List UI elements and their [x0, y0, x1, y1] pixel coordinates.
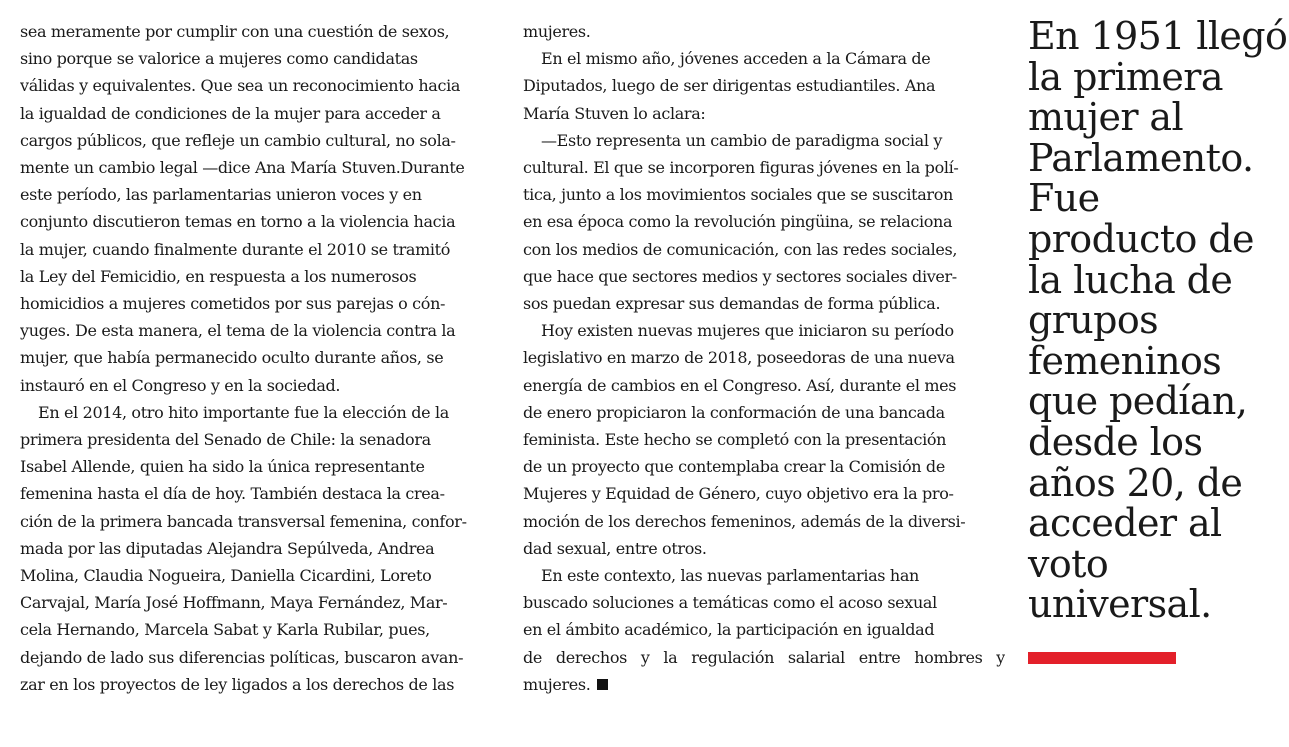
text-line: primera presidenta del Senado de Chile: la senadora	[20, 430, 431, 450]
pull-quote-line: que pedían,	[1028, 379, 1248, 424]
text-line: dejando de lado sus diferencias políticas, buscaron avan-	[20, 647, 464, 667]
pull-quote-line: Fue	[1028, 176, 1100, 221]
text-line: de un proyecto que contemplaba crear la Comisión de	[523, 457, 945, 477]
pull-quote-line: acceder al	[1028, 501, 1222, 546]
text-line: mujeres.	[523, 22, 591, 41]
accent-bar	[1028, 652, 1176, 664]
text-line: Isabel Allende, quien ha sido la única representante	[20, 457, 425, 477]
text-line: de enero propiciaron la conformación de una bancada	[523, 402, 945, 422]
text-line: instauró en el Congreso y en la sociedad.	[20, 375, 341, 395]
paragraph-start-line: En este contexto, las nuevas parlamentarias han	[541, 566, 919, 586]
paragraph-start-line: Hoy existen nuevas mujeres que iniciaron su período	[541, 321, 954, 341]
text-line: dad sexual, entre otros.	[523, 538, 707, 558]
text-line: yuges. De esta manera, el tema de la violencia contra la	[20, 321, 456, 341]
article-column-1	[20, 18, 498, 698]
pull-quote	[1028, 14, 1288, 627]
text-line: buscado soluciones a temáticas como el acoso sexual	[523, 593, 937, 613]
text-line: en el ámbito académico, la participación en igualdad	[523, 620, 935, 640]
text-line: cela Hernando, Marcela Sabat y Karla Rubilar, pues,	[20, 620, 430, 640]
text-line: legislativo en marzo de 2018, poseedoras de una nueva	[523, 348, 955, 368]
text-line: ción de la primera bancada transversal femenina, confor-	[20, 511, 467, 531]
final-line-text: mujeres.	[523, 674, 591, 694]
pull-quote-line: En 1951 llegó	[1028, 14, 1288, 58]
text-line: la igualdad de condiciones de la mujer para acceder a	[20, 103, 441, 123]
text-line: en esa época como la revolución pingüina, se relaciona	[523, 212, 953, 232]
end-of-article-mark	[597, 679, 608, 690]
text-line: femenina hasta el día de hoy. También destaca la crea-	[20, 484, 445, 504]
text-line: con los medios de comunicación, con las redes sociales,	[523, 239, 958, 259]
text-line: la Ley del Femicidio, en respuesta a los numerosos	[20, 266, 417, 286]
paragraph-start-line: —Esto representa un cambio de paradigma social y	[541, 130, 943, 150]
text-line: mada por las diputadas Alejandra Sepúlveda, Andrea	[20, 538, 435, 558]
pull-quote-line: desde los	[1028, 419, 1203, 464]
text-line: conjunto discutieron temas en torno a la violencia hacia	[20, 212, 456, 232]
text-line: energía de cambios en el Congreso. Así, durante el mes	[523, 375, 957, 395]
text-line: la mujer, cuando finalmente durante el 2010 se tramitó	[20, 239, 451, 259]
text-line: María Stuven lo aclara:	[523, 103, 706, 123]
text-line: este período, las parlamentarias unieron voces y en	[20, 185, 422, 205]
paragraph-start-line: En el mismo año, jóvenes acceden a la Cámara de	[541, 49, 931, 69]
pull-quote-line: mujer al	[1028, 95, 1184, 140]
text-line: sea meramente por cumplir con una cuestión de sexos,	[20, 22, 450, 41]
article-column-2	[523, 18, 1005, 698]
pull-quote-line: la lucha de	[1028, 257, 1233, 302]
text-line: cargos públicos, que refleje un cambio cultural, no sola-	[20, 130, 456, 150]
pull-quote-line: la primera	[1028, 54, 1223, 99]
text-line: feminista. Este hecho se completó con la presentación	[523, 430, 947, 450]
pull-quote-line: Parlamento.	[1028, 135, 1254, 180]
text-line: de derechos y la regulación salarial entre hombres y	[523, 647, 1005, 667]
paragraph-start-line: En el 2014, otro hito importante fue la elección de la	[38, 402, 449, 422]
pull-quote-line: femeninos	[1028, 338, 1222, 383]
pull-quote-line: grupos	[1028, 298, 1159, 343]
final-line	[523, 671, 1005, 698]
text-line: que hace que sectores medios y sectores sociales diver-	[523, 266, 957, 286]
text-line: Carvajal, María José Hoffmann, Maya Fernández, Mar-	[20, 593, 448, 613]
text-line: moción de los derechos femeninos, además de la diversi-	[523, 511, 966, 531]
text-line: sino porque se valorice a mujeres como candidatas	[20, 49, 418, 69]
pull-quote-line: años 20, de	[1028, 460, 1243, 505]
text-line: cultural. El que se incorporen figuras jóvenes en la polí-	[523, 158, 959, 178]
text-line: válidas y equivalentes. Que sea un reconocimiento hacia	[20, 76, 461, 96]
pull-quote-line: producto de	[1028, 216, 1254, 261]
text-line: mente un cambio legal —dice Ana María Stuven.Durante	[20, 158, 465, 178]
text-line: Diputados, luego de ser dirigentas estudiantiles. Ana	[523, 76, 936, 96]
text-line: zar en los proyectos de ley ligados a los derechos de las	[20, 674, 455, 694]
text-line: mujer, que había permanecido oculto durante años, se	[20, 348, 444, 368]
text-line: sos puedan expresar sus demandas de forma pública.	[523, 294, 941, 314]
pull-quote-line: universal.	[1028, 582, 1212, 627]
text-line: Mujeres y Equidad de Género, cuyo objetivo era la pro-	[523, 484, 954, 504]
text-line: tica, junto a los movimientos sociales que se suscitaron	[523, 185, 953, 205]
text-line: Molina, Claudia Nogueira, Daniella Cicardini, Loreto	[20, 566, 432, 586]
text-line: homicidios a mujeres cometidos por sus parejas o cón-	[20, 294, 446, 314]
pull-quote-line: voto	[1028, 541, 1109, 586]
